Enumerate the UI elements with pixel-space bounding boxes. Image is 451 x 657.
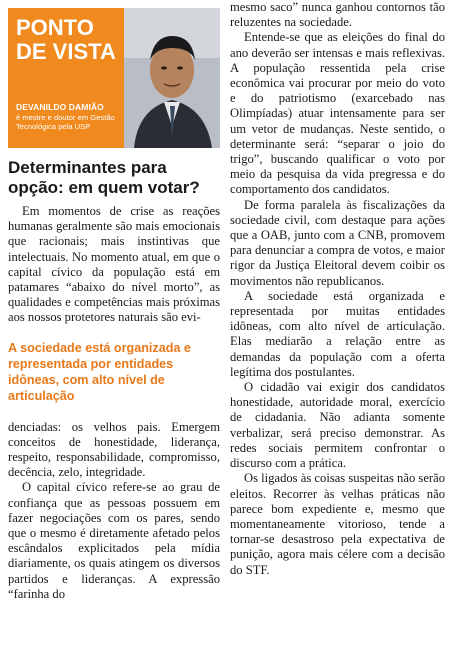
article-headline: Determinantes para opção: em quem votar?: [8, 158, 200, 197]
article-paragraph: O capital cívico refere-se ao grau de confiança que as pessoas possuem em fazer negociações com os pares, sendo que o mesmo é diretamente afetado pelos escândalos explicitados pela mídia diariamente, os quais atingem os diversos partidos e lideranças. A expressão “farinha do: [8, 480, 220, 601]
author-name: DEVANILDO DAMIÃO: [16, 102, 104, 112]
author-portrait-image: [124, 8, 220, 148]
author-bio: é mestre e doutor em Gestão Tecnológica pela USP: [16, 113, 115, 131]
left-column: [8, 8, 220, 602]
article-paragraph: Os ligados às coisas suspeitas não serão eleitos. Recorrer às velhas práticas não parece bom expediente e, mesmo que momentaneamente vitorioso, tende a tornar-se desastroso pela expectativa de punição, agora mais célere com a decisão do STF.: [230, 471, 445, 577]
article-paragraph: denciadas: os velhos pais. Emergem conceitos de honestidade, liderança, respeito, responsabilidade, compromisso, decência, zelo, integridade.: [8, 419, 220, 480]
column-banner: [8, 8, 220, 148]
article-paragraph: Em momentos de crise as reações humanas geralmente são mais emocionais que racionais; mais instintivas que intelectuais. No momento atual, em que o capital cívico da população está em patamares “abaixo do nível morto”, as qualidades e competências mais próximas aos nossos protetores naturais são evi-: [8, 204, 220, 325]
article-paragraph: Entende-se que as eleições do final do ano deverão ser intensas e mais reflexivas. A população ressentida pela crise econômica vai procurar por meio do voto e do patriotismo (exarcebado nas Olimpíadas) atuar intensamente para ser um vetor de mudanças. Neste sentido, o determinante será: “separar o joio do trigo”, buscando qualificar o voto por meio da pesquisa da vida pregressa e do comportamento dos candidatos.: [230, 30, 445, 197]
right-column: [230, 0, 445, 578]
article-paragraph: De forma paralela às fiscalizações da sociedade civil, com destaque para ações que a OAB, junto com a CNB, promovem para denunciar a compra de votos, e maior rigor da Justiça Eleitoral devem coibir os movimentos não republicanos.: [230, 197, 445, 288]
author-photo: [124, 8, 220, 148]
article-paragraph: mesmo saco” nunca ganhou contornos tão reluzentes na sociedade.: [230, 0, 445, 30]
section-title: PONTO DE VISTA: [16, 15, 116, 64]
article-paragraph: A sociedade está organizada e representada por muitas entidades idôneas, com alto nível de articulação. Elas mediarão a relação entre as demandas da população com a oferta legítima dos postulantes.: [230, 288, 445, 379]
article-paragraph: O cidadão vai exigir dos candidatos honestidade, autoridade moral, exercício de cidadania. Não adianta somente verbalizar, será preciso demonstrar. As redes sociais permitem confrontar o discurso com a prática.: [230, 380, 445, 471]
pull-quote: A sociedade está organizada e representada por entidades idôneas, com alto nível de articulação: [8, 340, 191, 403]
